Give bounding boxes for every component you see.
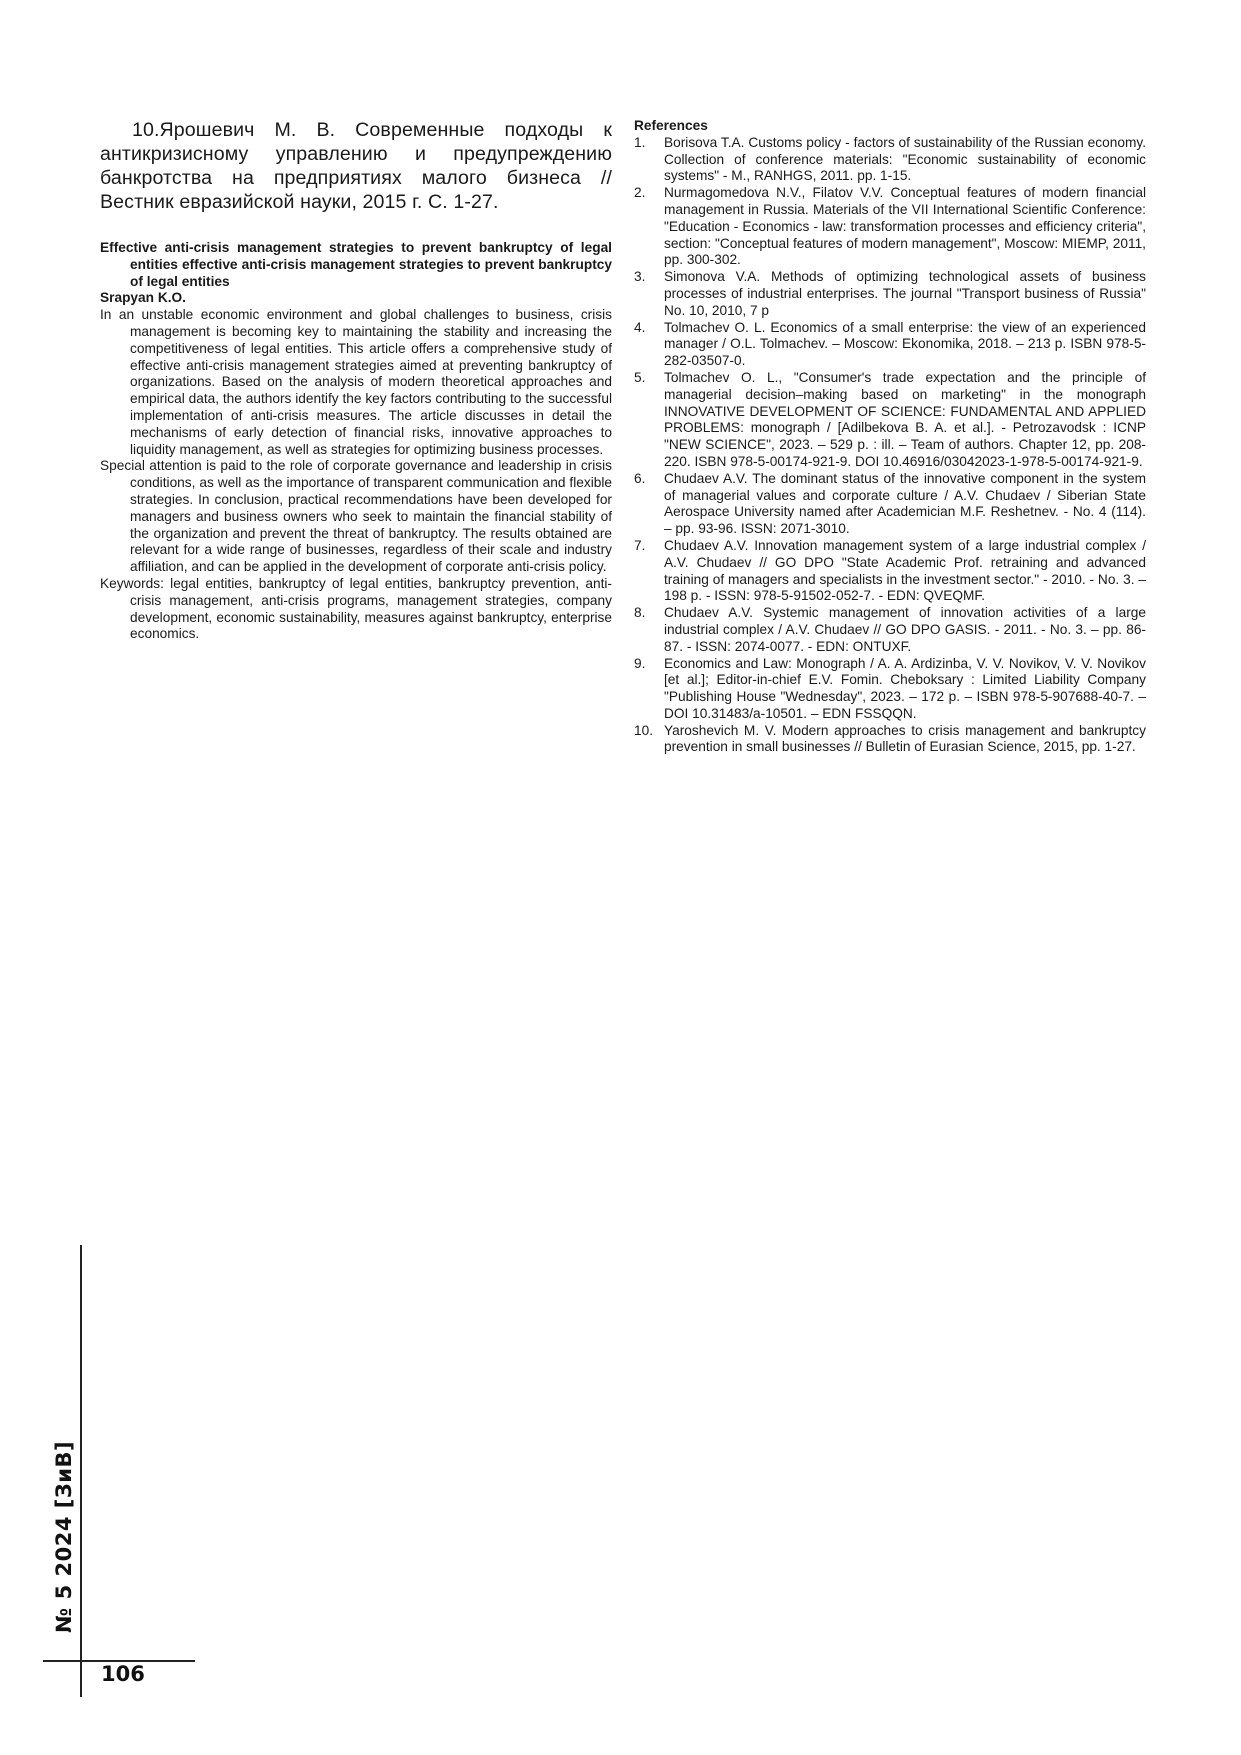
reference-text: Chudaev A.V. The dominant status of the innovative component in the system of managerial values and corporate culture / A.V. Chudaev / Siberian State Aerospace University named after Academician M.F. Reshetnev. - No. 4 (114). – pp. 93-96. ISSN: 2071-3010. [664, 470, 1146, 537]
reference-text: Borisova T.A. Customs policy - factors of sustainability of the Russian economy. Collection of conference materials: "Economic sustainability of economic systems" - M., RANHGS, 2011. pp. 1-15. [664, 134, 1146, 184]
left-column [100, 118, 612, 643]
reference-text: Chudaev A.V. Systemic management of innovation activities of a large industrial complex / A.V. Chudaev // GO DPO GASIS. - 2011. - No. 3. – pp. 86-87. - ISSN: 2074-0077. - EDN: ONTUXF. [664, 605, 1146, 654]
margin-vertical-rule [80, 1245, 82, 1697]
reference-text: Tolmachev O. L. Economics of a small enterprise: the view of an experienced manager / O.L. Tolmachev. – Moscow: Ekonomika, 2018. – 213 p. ISBN 978-5-282-03507-0. [664, 319, 1146, 369]
reference-number: 5. [634, 369, 646, 385]
reference-number: 10. [634, 722, 654, 738]
reference-number: 6. [634, 470, 646, 486]
reference-number: 1. [634, 134, 646, 150]
reference-text: Economics and Law: Monograph / A. A. Ardizinba, V. V. Novikov, V. V. Novikov [et al.]; Editor-in-chief E.V. Fomin. Cheboksary : Limited Liability Company "Publishing House "Wednesday", 2023. – 172 p. – ISBN 978-5-907688-40-7. – DOI 10.31483/a-10501. – EDN FSSQQN. [664, 655, 1146, 721]
reference-text: Chudaev A.V. Innovation management system of a large industrial complex / A.V. Chudaev // GO DPO "State Academic Prof. retraining and advanced training of managers and specialists in the investment sector." - 2010. - No. 3. – 198 p. - ISSN: 978-5-91502-052-7. - EDN: QVEQMF. [664, 537, 1146, 604]
english-abstract [100, 240, 612, 643]
reference-text: Tolmachev O. L., "Consumer's trade expectation and the principle of managerial decision–making based on marketing" in the monograph INNOVATIVE DEVELOPMENT OF SCIENCE: FUNDAMENTAL AND APPLIED PROBLEMS: monograph / [Adilbekova B. A. et al.]. - Petrozavodsk : ICNP "NEW SCIENCE", 2023. – 529 p. : ill. – Team of authors. Chapter 12, pp. 208-220. ISBN 978-5-00174-921-9. DOI 10.46916/03042023-1-978-5-00174-921-9. [664, 369, 1146, 469]
reference-number: 3. [634, 269, 646, 285]
reference-item [634, 656, 1146, 723]
abstract-paragraph: Special attention is paid to the role of corporate governance and leadership in crisis conditions, as well as the importance of transparent communication and flexible strategies. In conclusion, practical recommendations have been developed for managers and business owners who seek to maintain the financial stability of the organization and prevent the threat of bankruptcy. The results obtained are relevant for a wide range of businesses, regardless of their scale and industry affiliation, and can be applied in the development of corporate anti-crisis policy. [100, 458, 612, 575]
reference-list [634, 135, 1146, 756]
reference-item [634, 370, 1146, 471]
keywords-paragraph: Keywords: legal entities, bankruptcy of legal entities, bankruptcy prevention, anti-crisis management, anti-crisis programs, management strategies, company development, economic sustainability, measures against bankruptcy, enterprise economics. [100, 575, 612, 642]
reference-item [634, 605, 1146, 655]
abstract-paragraph: In an unstable economic environment and global challenges to business, crisis management is becoming key to maintaining the stability and increasing the competitiveness of legal entities. This article offers a comprehensive study of effective anti-crisis management strategies aimed at preventing bankruptcy of organizations. Based on the analysis of modern theoretical approaches and empirical data, the authors identify the key factors contributing to the successful implementation of anti-crisis measures. The article discusses in detail the mechanisms of early detection of financial risks, innovative approaches to liquidity management, as well as strategies for optimizing business processes. [100, 307, 612, 457]
reference-item [634, 185, 1146, 269]
reference-item [634, 723, 1146, 757]
reference-number: 8. [634, 605, 646, 621]
reference-item [634, 320, 1146, 370]
abstract-author: Srapyan K.O. [100, 290, 186, 306]
reference-text: Yaroshevich M. V. Modern approaches to crisis management and bankruptcy prevention in small businesses // Bulletin of Eurasian Science, 2015, pp. 1-27. [664, 722, 1146, 755]
reference-item [634, 471, 1146, 538]
abstract-title: Effective anti-crisis management strategies to prevent bankruptcy of legal entities effective anti-crisis management strategies to prevent bankruptcy of legal entities [100, 240, 612, 289]
right-column [634, 118, 1146, 756]
reference-item [634, 269, 1146, 319]
reference-item [634, 135, 1146, 185]
reference-text: Nurmagomedova N.V., Filatov V.V. Conceptual features of modern financial management in Russia. Materials of the VII International Scientific Conference: "Education - Economics - law: transformation processes and efficiency criteria", section: "Conceptual features of modern management", Moscow: MIEMP, 2011, pp. 300-302. [664, 185, 1146, 268]
russian-reference: 10.Ярошевич М. В. Современные подходы к антикризисному управлению и предупреждению банкротства на предприятиях малого бизнеса // Вестник евразийской науки, 2015 г. С. 1-27. [100, 119, 612, 213]
reference-item [634, 538, 1146, 605]
reference-number: 9. [634, 655, 646, 671]
journal-issue-label: № 5 2024 [ЗиВ] [52, 1440, 76, 1633]
page-number: 106 [101, 1662, 145, 1686]
reference-number: 7. [634, 537, 646, 553]
reference-number: 2. [634, 185, 646, 201]
reference-text: Simonova V.A. Methods of optimizing technological assets of business processes of industrial enterprises. The journal "Transport business of Russia" No. 10, 2010, 7 p [664, 269, 1146, 318]
references-heading: References [634, 118, 708, 133]
reference-number: 4. [634, 319, 646, 335]
